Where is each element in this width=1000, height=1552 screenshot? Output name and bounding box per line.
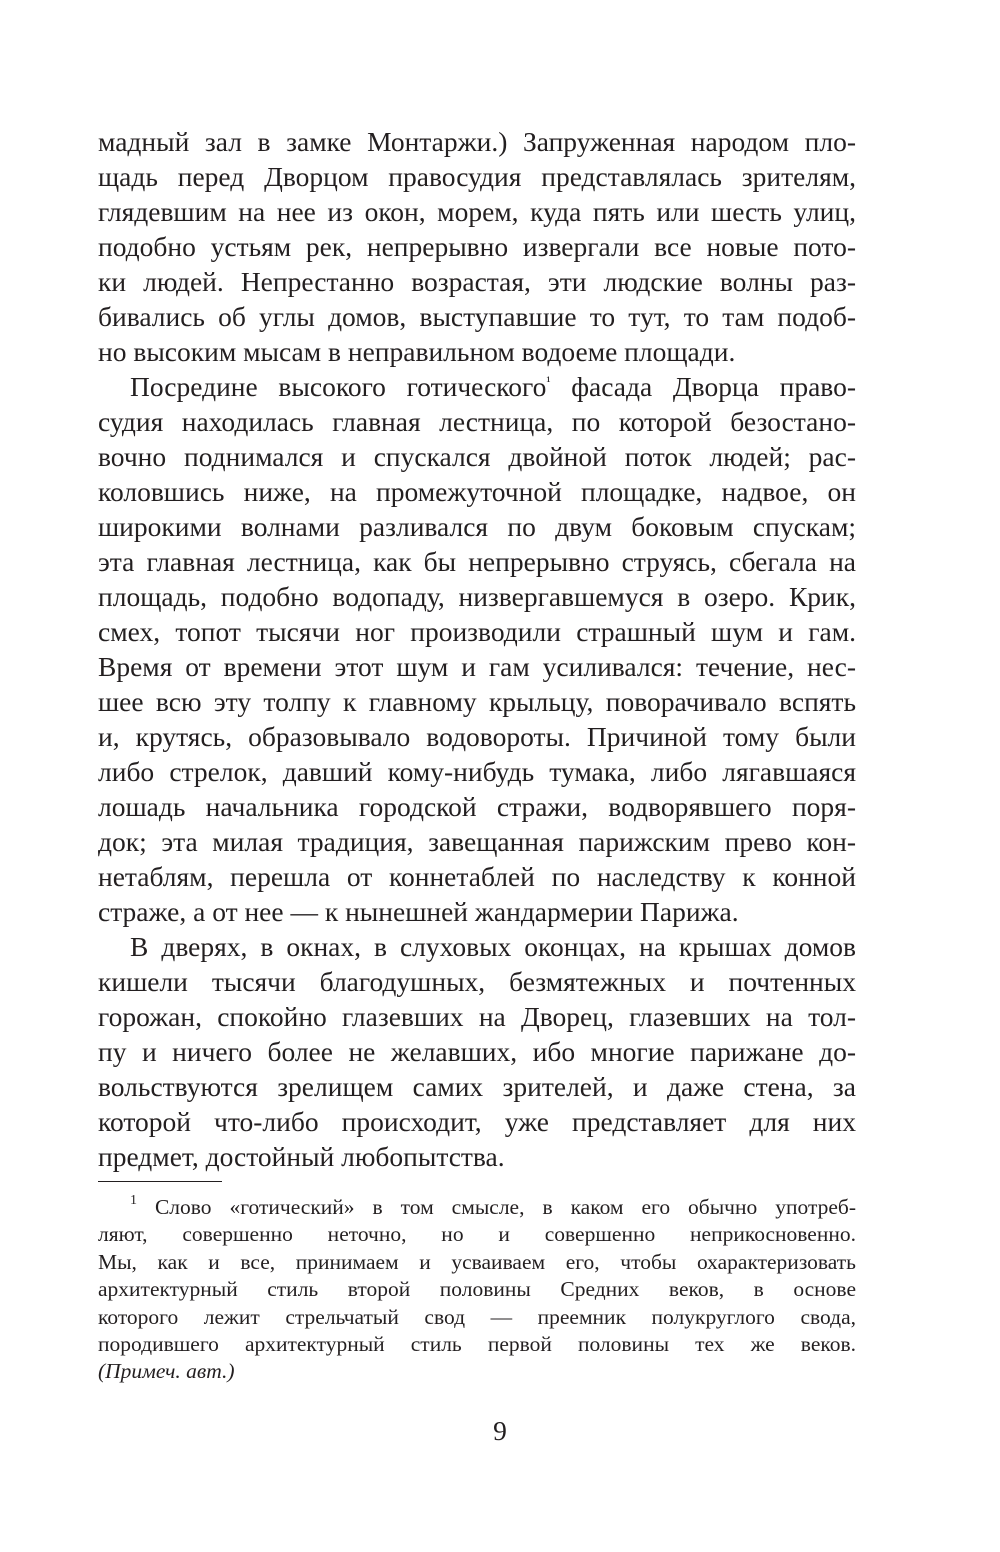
main-text bbox=[98, 124, 856, 1174]
text-fragment: Слово «готический» в том смысле, в каком его обычно употреб- bbox=[137, 1195, 856, 1219]
text-line: эта главная лестница, как бы непрерывно струясь, сбегала на bbox=[98, 546, 856, 577]
text-line: щадь перед Дворцом правосудия представлялась зрителям, bbox=[98, 161, 856, 192]
text-line: горожан, спокойно глазевших на Дворец, глазевших на тол- bbox=[98, 1001, 856, 1032]
text-line: широкими волнами разливался по двум боковым спускам; bbox=[98, 511, 856, 542]
text-line: пу и ничего более не желавших, ибо многие парижане до- bbox=[98, 1036, 856, 1067]
text-line: док; эта милая традиция, завещанная парижским прево кон- bbox=[98, 826, 856, 857]
footnote-line bbox=[98, 1194, 856, 1221]
text-line: Время от времени этот шум и гам усиливался: течение, нес- bbox=[98, 651, 856, 682]
text-fragment: фасада Дворца право- bbox=[550, 371, 856, 402]
text-line: кишели тысячи благодушных, безмятежных и почтенных bbox=[98, 966, 856, 997]
text-line: нетаблям, перешла от коннетаблей по наследству к конной bbox=[98, 861, 856, 892]
text-line: судия находилась главная лестница, по которой безостано- bbox=[98, 406, 856, 437]
text-line: предмет, достойный любопытства. bbox=[98, 1141, 505, 1172]
text-line: площадь, подобно водопаду, низвергавшемуся в озеро. Крик, bbox=[98, 581, 856, 612]
text-line: глядевшим на нее из окон, морем, куда пять или шесть улиц, bbox=[98, 196, 856, 227]
text-line: лошадь начальника городской стражи, водворявшего поря- bbox=[98, 791, 856, 822]
footnote-marker: 1 bbox=[130, 1193, 137, 1208]
footnote-line: которого лежит стрельчатый свод — преемник полукруглого свода, bbox=[98, 1304, 856, 1329]
text-fragment: Посредине высокого готического bbox=[130, 371, 547, 402]
footnote-line: архитектурный стиль второй половины Средних веков, в основе bbox=[98, 1277, 856, 1302]
text-line: шее всю эту толпу к главному крыльцу, поворачивало вспять bbox=[98, 686, 856, 717]
text-line: но высоким мысам в неправильном водоеме площади. bbox=[98, 336, 736, 367]
text-line: В дверях, в окнах, в слуховых оконцах, на крышах домов bbox=[130, 931, 856, 962]
text-line: и, крутясь, образовывало водовороты. Причиной тому были bbox=[98, 721, 856, 752]
footnote-divider bbox=[98, 1181, 222, 1182]
text-line: либо стрелок, давший кому-нибудь тумака, либо лягавшаяся bbox=[98, 756, 856, 787]
text-line: которой что-либо происходит, уже представляет для них bbox=[98, 1106, 856, 1137]
text-line: смех, топот тысячи ног производили страшный шум и гам. bbox=[98, 616, 856, 647]
footnote bbox=[98, 1194, 856, 1386]
text-line: вочно поднимался и спускался двойной поток людей; рас- bbox=[98, 441, 856, 472]
text-line: бивались об углы домов, выступавшие то тут, то там подоб- bbox=[98, 301, 856, 332]
text-line: ки людей. Непрестанно возрастая, эти людские волны раз- bbox=[98, 266, 856, 297]
text-line: коловшись ниже, на промежуточной площадке, надвое, он bbox=[98, 476, 856, 507]
text-line bbox=[98, 369, 856, 404]
text-line: страже, а от нее — к нынешней жандармерии Парижа. bbox=[98, 896, 739, 927]
footnote-line: Мы, как и все, принимаем и усваиваем его, чтобы охарактеризовать bbox=[98, 1249, 856, 1274]
page-number: 9 bbox=[493, 1415, 507, 1446]
text-line: подобно устьям рек, непрерывно извергали все новые пото- bbox=[98, 231, 856, 262]
footnote-reference: ¹ bbox=[546, 375, 551, 390]
footnote-line: ляют, совершенно неточно, но и совершенно неприкосновенно. bbox=[98, 1222, 856, 1247]
text-line: мадный зал в замке Монтаржи.) Запруженная народом пло- bbox=[98, 126, 856, 157]
footnote-line: породившего архитектурный стиль первой половины тех же веков. bbox=[98, 1331, 856, 1356]
text-line: вольствуются зрелищем самих зрителей, и даже стена, за bbox=[98, 1071, 856, 1102]
footnote-line: (Примеч. авт.) bbox=[98, 1359, 235, 1384]
